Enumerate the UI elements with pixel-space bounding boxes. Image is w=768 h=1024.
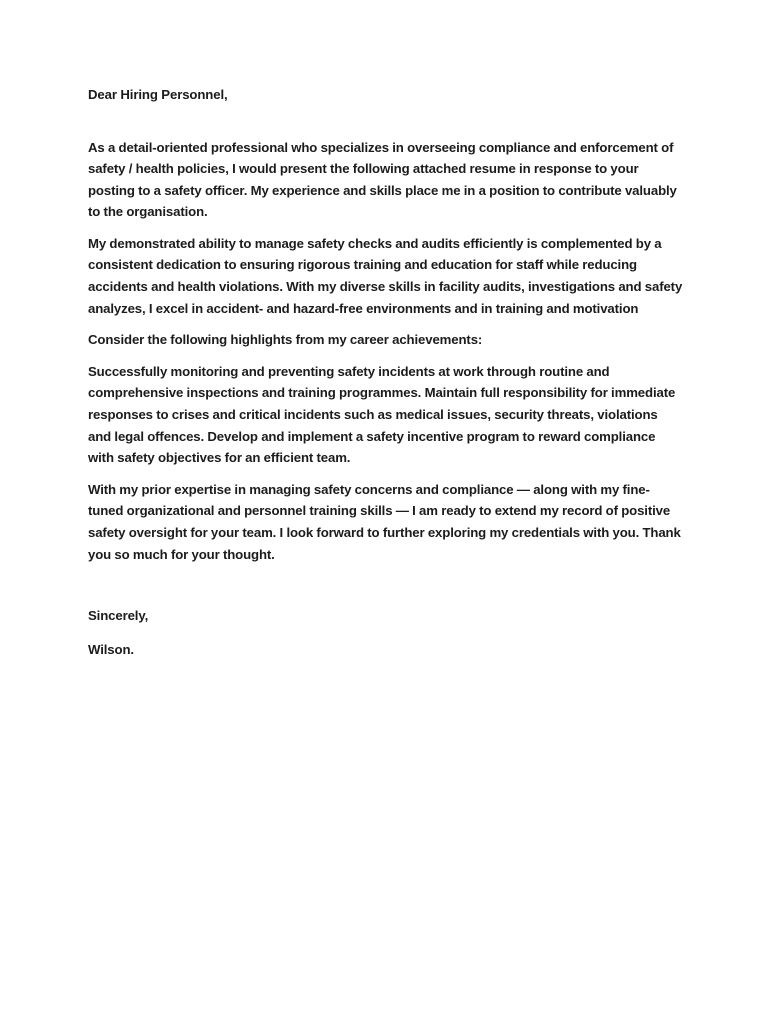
signature-name: Wilson. [88,641,134,657]
letter-body [88,84,684,660]
closing-salutation: Sincerely, [88,608,149,624]
paragraph-closing-statement: With my prior expertise in managing safety concerns and compliance — along with my fine-tuned organizational and personnel training skills — I am ready to extend my record of positive safety oversight for your team. I look forward to further exploring my credentials with you. Thank you so much for your thought. [88,481,681,562]
salutation-spacer [88,106,684,137]
paragraph-achievements: Successfully monitoring and preventing safety incidents at work through routine and comprehensive inspections and training programmes. Maintain full responsibility for immediate responses to crises and critical incidents such as medical issues, security threats, violations and legal offences. Develop and implement a safety incentive program to reward compliance with safety objectives for an efficient team. [88,363,676,466]
paragraph-qualifications: My demonstrated ability to manage safety checks and audits efficiently is complemented by a consistent dedication to ensuring rigorous training and education for staff while reducing accidents and health violations. With my diverse skills in facility audits, investigations and safety analyzes, I excel in accident- and hazard-free environments and in training and motivation [88,235,683,316]
salutation: Dear Hiring Personnel, [88,87,228,102]
paragraph-introduction: As a detail-oriented professional who specializes in overseeing compliance and enforcement of safety / health policies, I would present the following attached resume in response to your posting to a safety officer. My experience and skills place me in a position to contribute valuably to the organisation. [88,139,677,220]
paragraph-highlights-lead: Consider the following highlights from my career achievements: [88,332,483,348]
closing-spacer [88,575,684,605]
